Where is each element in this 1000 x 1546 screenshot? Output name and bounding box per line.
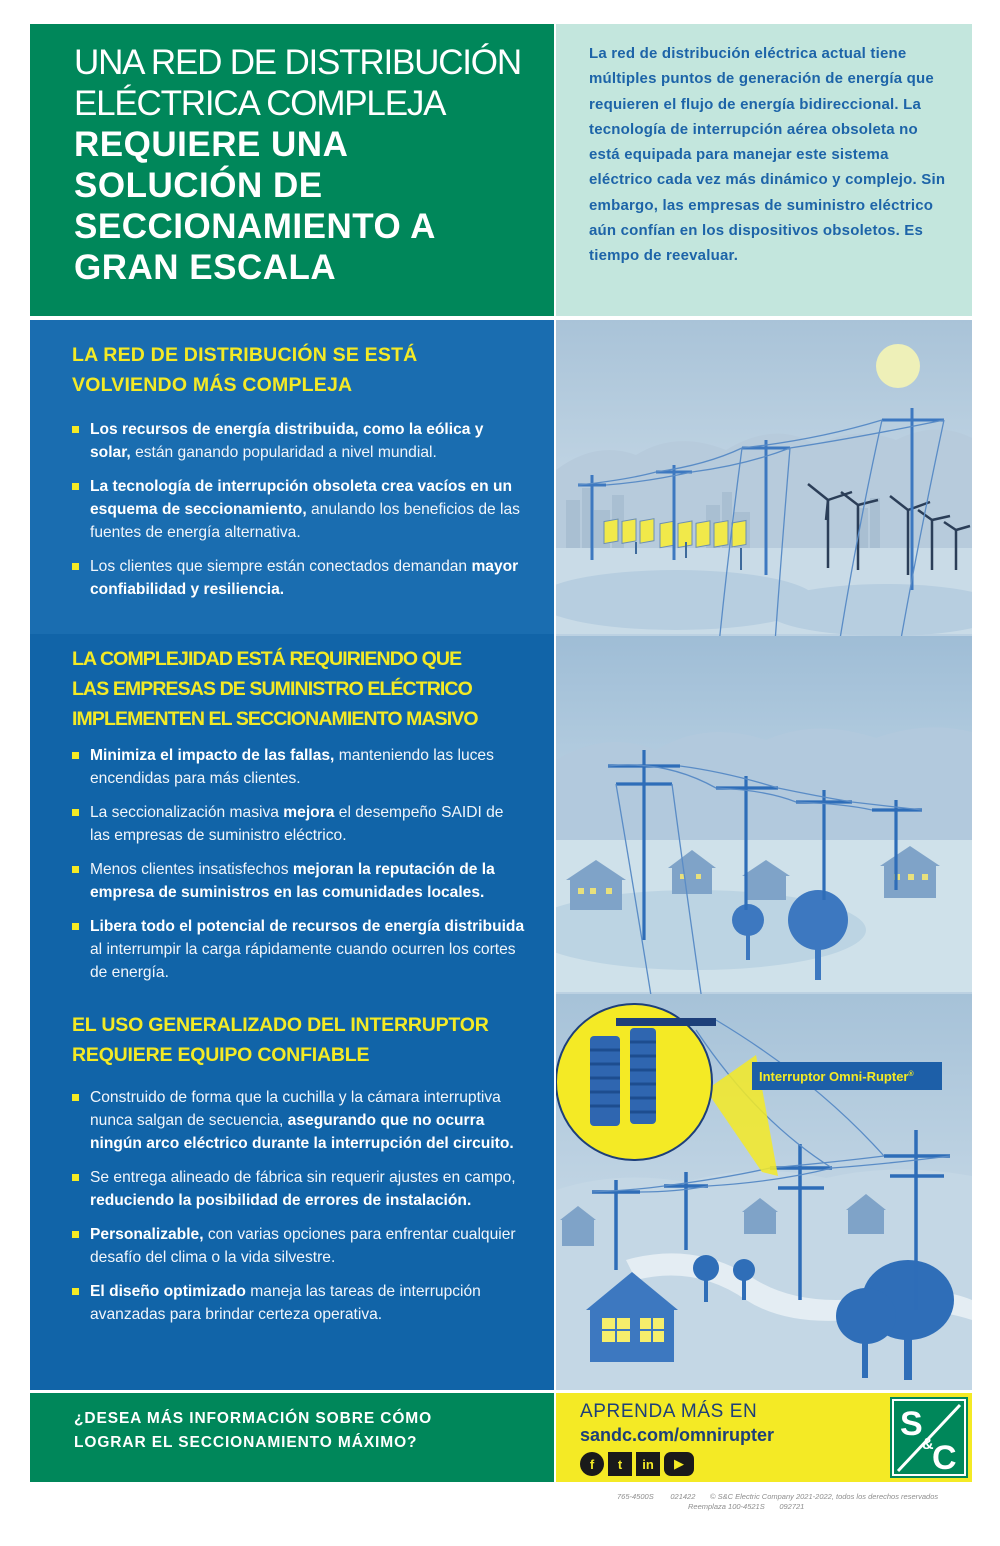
section-title-line: REQUIERE EQUIPO CONFIABLE (72, 1044, 370, 1066)
legal-line (688, 1502, 804, 1511)
title-line-bold: SOLUCIÓN DE (74, 166, 323, 205)
bullet-bold-text: asegurando que no ocurra ningún arco eléctrico durante la interrupción del circuito. (90, 1112, 514, 1152)
bullet-square-icon (72, 866, 79, 873)
title-line-bold: GRAN ESCALA (74, 248, 337, 287)
bullet-text: Se entrega alineado de fábrica sin requerir ajustes en campo, (90, 1169, 516, 1186)
list-item (72, 858, 526, 904)
list-item (72, 555, 526, 601)
list-item (72, 475, 526, 544)
illustration-column (556, 320, 972, 1390)
list-item (72, 1166, 526, 1212)
date-code: 021422 (670, 1492, 696, 1501)
section-grid-complexity (30, 320, 554, 634)
infographic-page (30, 24, 972, 1482)
bullet-bold-text: mejoran la reputación de la empresa de suministros en las comunidades locales. (90, 861, 495, 901)
omnirupter-link[interactable]: sandc.com/omnirupter (580, 1425, 775, 1445)
learn-more-label: APRENDA MÁS EN (580, 1401, 758, 1422)
bullet-bold-text: Libera todo el potencial de recursos de energía distribuida (90, 918, 525, 935)
bullet-square-icon (72, 1174, 79, 1181)
footer-question (30, 1393, 554, 1482)
power-grid-illustration (556, 320, 972, 1390)
section-title-line: LAS EMPRESAS DE SUMINISTRO ELÉCTRICO (72, 678, 472, 700)
list-item (72, 744, 526, 790)
bullet-text: Construido de forma que la cuchilla y la cámara interruptiva nunca salgan de secuencia, (90, 1089, 501, 1129)
doc-number: 765-4500S (617, 1492, 654, 1501)
list-item (72, 801, 526, 847)
section-title-line: LA COMPLEJIDAD ESTÁ REQUIRIENDO QUE (72, 648, 462, 670)
list-item (72, 915, 526, 984)
bullet-bold-text: La tecnología de interrupción obsoleta crea vacíos en un esquema de seccionamiento, (90, 478, 512, 518)
header-intro-panel (556, 24, 972, 316)
replaces-text: Reemplaza 100-4521S (688, 1502, 765, 1511)
bullet-text: La seccionalización masiva (90, 804, 284, 821)
footer-question-line: ¿DESEA MÁS INFORMACIÓN SOBRE CÓMO (74, 1410, 433, 1427)
bullet-bold-text: mayor confiabilidad y resiliencia. (90, 558, 519, 598)
list-item (72, 1086, 526, 1155)
bullet-bold-text: Minimiza el impacto de las fallas, (90, 747, 335, 764)
copyright-text: © S&C Electric Company 2021-2022, todos los derechos reservados (710, 1492, 939, 1501)
bullet-text: están ganando popularidad a nivel mundial. (130, 444, 437, 461)
title-line-bold: SECCIONAMIENTO A (74, 207, 436, 246)
section-title (72, 1010, 526, 1070)
legal-line (617, 1492, 938, 1501)
bullet-square-icon (72, 1094, 79, 1101)
list-item (72, 1280, 526, 1326)
social-links (580, 1452, 886, 1476)
callout-label: Interruptor Omni-Rupter® (759, 1069, 914, 1084)
title-line: ELÉCTRICA COMPLEJA (74, 84, 446, 123)
bullet-text: Menos clientes insatisfechos (90, 861, 293, 878)
replaces-code: 092721 (779, 1502, 805, 1511)
bullet-square-icon (72, 1288, 79, 1295)
bullet-bold-text: Personalizable, (90, 1226, 204, 1243)
svg-text:C: C (932, 1439, 957, 1477)
bullet-text: manteniendo las luces encendidas para más clientes. (90, 747, 494, 787)
title-line: UNA RED DE DISTRIBUCIÓN (74, 43, 521, 82)
bullet-text: el desempeño SAIDI de las empresas de suministro eléctrico. (90, 804, 504, 844)
svg-text:S: S (900, 1405, 923, 1443)
facebook-icon[interactable]: f (580, 1452, 604, 1476)
section-reliable-equipment (30, 1010, 554, 1337)
bullet-bold-text: mejora (283, 804, 335, 821)
section-title-line: VOLVIENDO MÁS COMPLEJA (72, 374, 353, 396)
title-line-bold: REQUIERE UNA (74, 125, 349, 164)
linkedin-icon[interactable]: in (636, 1452, 660, 1476)
footer-question-line: LOGRAR EL SECCIONAMIENTO MÁXIMO? (74, 1433, 418, 1451)
bullet-square-icon (72, 426, 79, 433)
bullet-text: Los clientes que siempre están conectados demandan (90, 558, 472, 575)
section-title (72, 644, 526, 734)
svg-text:&: & (922, 1436, 934, 1453)
bullet-bold-text: Los recursos de energía distribuida, como la eólica y solar, (90, 421, 484, 461)
bullet-bold-text: El diseño optimizado (90, 1283, 246, 1300)
bullet-list (72, 1086, 526, 1326)
sandc-logo (886, 1393, 972, 1482)
bullet-list (72, 744, 526, 984)
bullet-square-icon (72, 483, 79, 490)
sandc-logo-mark (890, 1397, 968, 1478)
bullet-square-icon (72, 923, 79, 930)
bullet-list (72, 418, 526, 601)
bullet-text: al interrumpir la carga rápidamente cuando ocurren los cortes de energía. (90, 941, 516, 981)
footer-learn-more (556, 1393, 886, 1482)
bullet-square-icon (72, 752, 79, 759)
bullet-square-icon (72, 1231, 79, 1238)
bullet-square-icon (72, 563, 79, 570)
section-title-line: LA RED DE DISTRIBUCIÓN SE ESTÁ (72, 344, 418, 366)
sun-icon (876, 344, 920, 388)
bullet-text: con varias opciones para enfrentar cualquier desafío del clima o la vida silvestre. (90, 1226, 516, 1266)
section-title-line: IMPLEMENTEN EL SECCIONAMIENTO MASIVO (72, 708, 478, 730)
list-item (72, 418, 526, 464)
header-title-panel (30, 24, 554, 316)
bullet-text: maneja las tareas de interrupción avanzadas para brindar certeza operativa. (90, 1283, 481, 1323)
intro-text: La red de distribución eléctrica actual tiene múltiples puntos de generación de energía que requieren el flujo de energía bidireccional. La tecnología de interrupción aérea obsoleta no está equipada para manejar este sistema eléctrico cada vez más dinámico y complejo. Sin embargo, las empresas de suministro eléctrico aún confían en los dispositivos obsoletos. Es tiempo de reevaluar. (589, 45, 946, 265)
section-title-line: EL USO GENERALIZADO DEL INTERRUPTOR (72, 1014, 489, 1036)
youtube-icon[interactable]: ▶ (664, 1452, 694, 1476)
bullet-text: anulando los beneficios de las fuentes de energía alternativa. (90, 501, 520, 541)
twitter-icon[interactable]: t (608, 1452, 632, 1476)
section-mass-sectionalizing (30, 636, 554, 995)
list-item (72, 1223, 526, 1269)
bullet-square-icon (72, 809, 79, 816)
bullet-bold-text: reduciendo la posibilidad de errores de instalación. (90, 1192, 472, 1209)
section-title (72, 340, 526, 400)
content-column (30, 320, 554, 1390)
